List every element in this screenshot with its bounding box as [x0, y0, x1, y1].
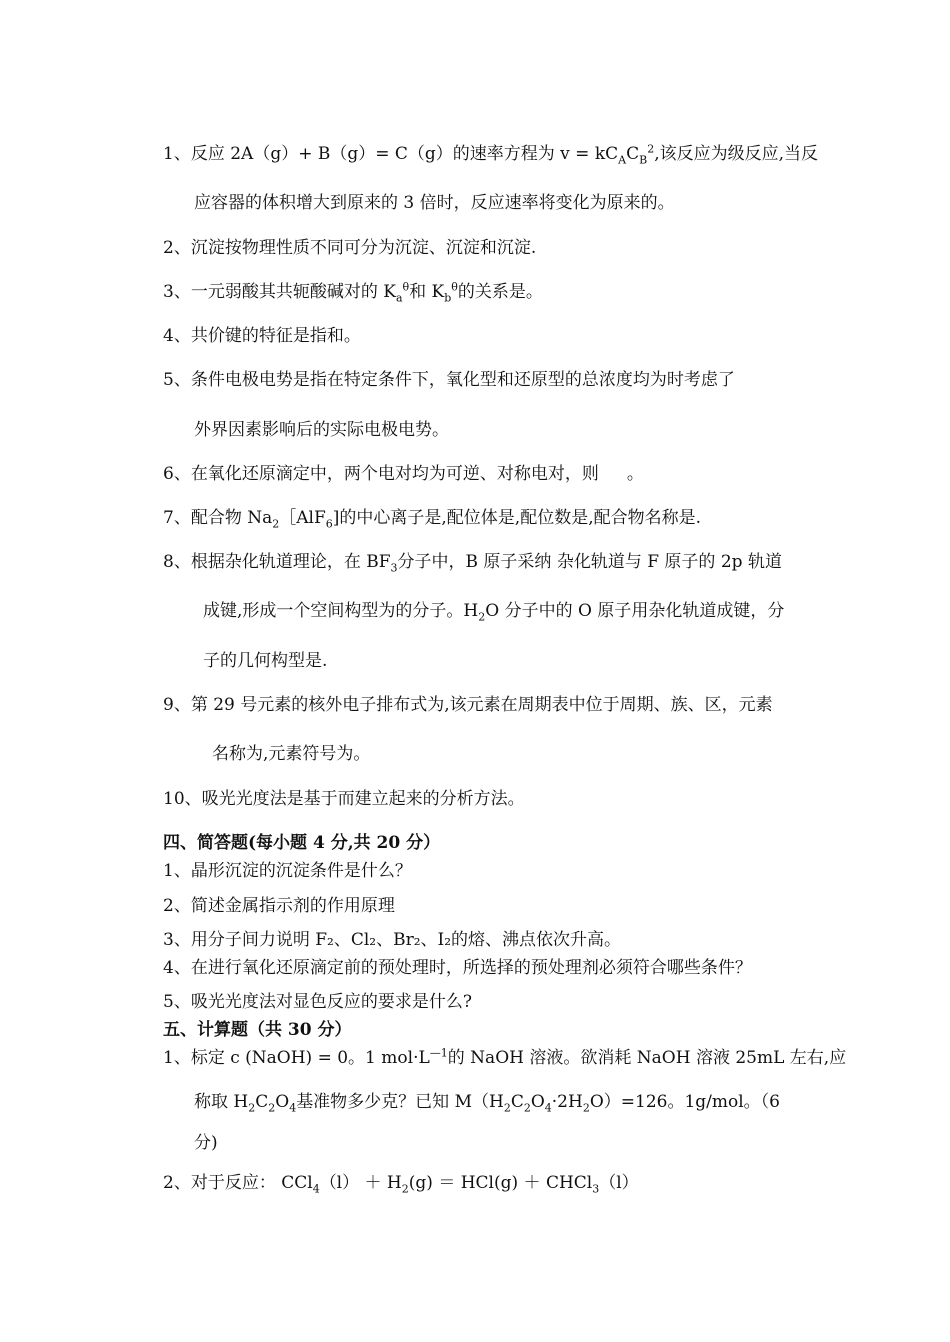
calc-question-2 — [163, 1172, 639, 1194]
question-text: (g) ＝ HCl(g) ＋ CHCl — [408, 1173, 593, 1193]
question-text: 在氧化还原滴定中，两个电对均为可逆、对称电对，则 — [190, 464, 599, 484]
question-text: 共价键的特征是指和。 — [190, 326, 361, 346]
subscript: 3 — [592, 1182, 600, 1196]
section-4-heading: 四、简答题(每小题 4 分,共 20 分） — [163, 833, 441, 853]
subscript: 2 — [268, 1101, 276, 1115]
superscript: 2 — [647, 142, 655, 156]
question-number: 4、 — [163, 326, 191, 346]
question-text: 反应 2A（g）+ B（g）= C（g）的速率方程为 v = kC — [190, 144, 619, 164]
subscript: 4 — [312, 1182, 320, 1196]
superscript: —1 — [429, 1046, 448, 1060]
calc-question-1 — [163, 1047, 846, 1069]
short-answer-question-5: 5、吸光光度法对显色反应的要求是什么? — [163, 992, 472, 1012]
question-text: 吸光光度法是基于而建立起来的分析方法。 — [201, 789, 525, 809]
subscript: 4 — [289, 1101, 297, 1115]
question-text: 第 29 号元素的核外电子排布式为,该元素在周期表中位于周期、族、区，元素 — [190, 695, 773, 715]
superscript: θ — [451, 280, 458, 294]
subscript: 2 — [478, 610, 486, 624]
question-text: 一元弱酸其共轭酸碱对的 K — [190, 282, 396, 302]
question-text: 的关系是。 — [457, 282, 543, 302]
fill-question-7 — [163, 507, 701, 529]
fill-question-8 — [163, 551, 782, 573]
fill-question-8-line-3: 子的几何构型是. — [203, 651, 328, 671]
question-text: 。 — [626, 464, 644, 484]
subscript: 4 — [544, 1101, 552, 1115]
question-text: 分子中，B 原子采纳 杂化轨道与 F 原子的 2p 轨道 — [397, 552, 782, 572]
question-text: ,该反应为级反应,当反 — [654, 144, 819, 164]
question-number: 5、 — [163, 370, 191, 390]
subscript: B — [639, 153, 648, 167]
question-text: O — [530, 1092, 545, 1112]
question-text: 称取 H — [194, 1092, 249, 1112]
short-answer-question-3: 3、用分子间力说明 F₂、Cl₂、Br₂、I₂的熔、沸点依次升高。 — [163, 930, 622, 950]
question-text: ·2H — [551, 1092, 583, 1112]
fill-question-6 — [163, 463, 644, 485]
section-5-heading: 五、计算题（共 30 分） — [163, 1020, 352, 1040]
question-text: 的 NaOH 溶液。欲消耗 NaOH 溶液 25mL 左右,应 — [447, 1048, 847, 1068]
subscript: 2 — [272, 517, 280, 531]
subscript: 3 — [390, 561, 398, 575]
fill-question-4 — [163, 325, 361, 347]
question-text: 配合物 Na — [190, 508, 273, 528]
question-text: 成键,形成一个空间构型为的分子。H — [203, 601, 479, 621]
question-text: C — [626, 144, 640, 164]
question-text: O）=126。1g/mol。（6 — [589, 1092, 780, 1112]
question-text: 基准物多少克？已知 M（H — [296, 1092, 504, 1112]
question-text: O — [275, 1092, 290, 1112]
question-text: 和 K — [409, 282, 445, 302]
fill-question-10 — [163, 788, 525, 810]
superscript: θ — [402, 280, 410, 294]
fill-question-9 — [163, 694, 773, 716]
subscript: a — [395, 291, 403, 305]
question-text: 对于反应： CCl — [190, 1173, 313, 1193]
subscript: 2 — [401, 1182, 409, 1196]
question-number: 2、 — [163, 1173, 191, 1193]
fill-question-3 — [163, 281, 543, 303]
question-text: （l） — [599, 1173, 639, 1193]
calc-question-1-line-3: 分) — [194, 1133, 218, 1153]
question-text: C — [255, 1092, 269, 1112]
question-number: 10、 — [163, 789, 202, 809]
subscript: b — [444, 291, 452, 305]
subscript: 2 — [248, 1101, 256, 1115]
question-text: O 分子中的 O 原子用杂化轨道成键，分 — [485, 601, 785, 621]
question-number: 1、 — [163, 144, 191, 164]
fill-question-8-line-2 — [203, 600, 784, 622]
fill-question-5 — [163, 369, 735, 391]
subscript: A — [618, 153, 627, 167]
question-number: 7、 — [163, 508, 191, 528]
question-text: C — [510, 1092, 524, 1112]
short-answer-question-1: 1、晶形沉淀的沉淀条件是什么？ — [163, 861, 412, 881]
fill-question-1-line-2: 应容器的体积增大到原来的 3 倍时，反应速率将变化为原来的。 — [194, 193, 675, 213]
fill-question-2 — [163, 237, 536, 259]
question-number: 9、 — [163, 695, 191, 715]
question-text: 沉淀按物理性质不同可分为沉淀、沉淀和沉淀. — [190, 238, 537, 258]
question-number: 2、 — [163, 238, 191, 258]
question-number: 1、 — [163, 1048, 191, 1068]
question-text: 条件电极电势是指在特定条件下，氧化型和还原型的总浓度均为时考虑了 — [190, 370, 735, 390]
subscript: 6 — [325, 517, 333, 531]
subscript: 2 — [523, 1101, 531, 1115]
question-text: 根据杂化轨道理论，在 BF — [190, 552, 391, 572]
question-number: 3、 — [163, 282, 191, 302]
short-answer-question-4: 4、在进行氧化还原滴定前的预处理时，所选择的预处理剂必须符合哪些条件？ — [163, 958, 752, 978]
question-text: ［AlF — [279, 508, 326, 528]
subscript: 2 — [582, 1101, 590, 1115]
calc-question-1-line-2 — [194, 1091, 780, 1113]
question-text: ]的中心离子是,配位体是,配位数是,配合物名称是. — [332, 508, 702, 528]
question-text: （l） ＋ H — [319, 1173, 402, 1193]
fill-question-1 — [163, 143, 818, 165]
subscript: 2 — [503, 1101, 511, 1115]
question-number: 8、 — [163, 552, 191, 572]
short-answer-question-2: 2、简述金属指示剂的作用原理 — [163, 896, 395, 916]
question-number: 6、 — [163, 464, 191, 484]
question-text: 标定 c (NaOH) = 0。1 mol·L — [190, 1048, 430, 1068]
fill-question-5-line-2: 外界因素影响后的实际电极电势。 — [194, 420, 449, 440]
fill-question-9-line-2: 名称为,元素符号为。 — [212, 744, 371, 764]
